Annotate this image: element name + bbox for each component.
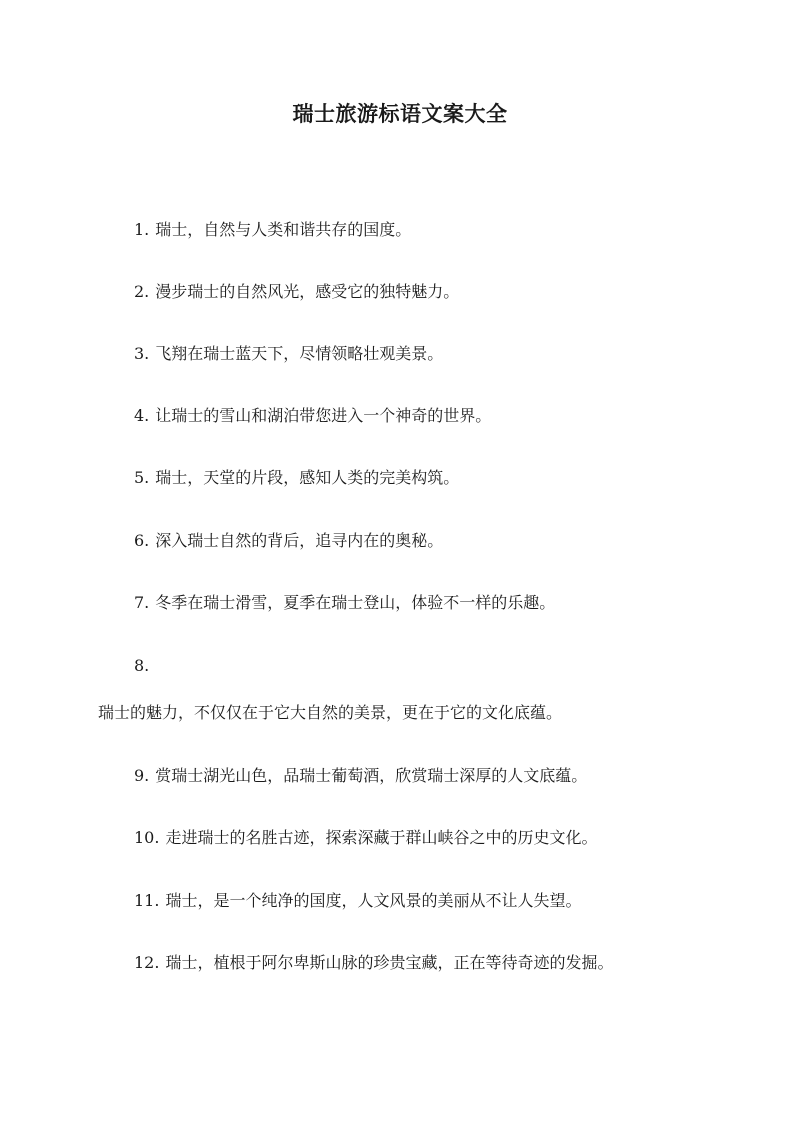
list-item	[134, 654, 155, 678]
list-item-number: 3.	[134, 344, 150, 363]
list-item-number: 6.	[134, 531, 150, 550]
list-item-text: 瑞士，是一个纯净的国度，人文风景的美丽从不让人失望。	[165, 891, 582, 910]
list-item-text: 赏瑞士湖光山色，品瑞士葡萄酒，欣赏瑞士深厚的人文底蕴。	[155, 766, 588, 785]
list-item-text: 瑞士，自然与人类和谐共存的国度。	[155, 220, 412, 239]
list-item-text: 飞翔在瑞士蓝天下，尽情领略壮观美景。	[155, 344, 444, 363]
list-item	[134, 529, 443, 553]
list-item-number: 4.	[134, 406, 150, 425]
list-item	[134, 591, 555, 615]
list-item	[134, 218, 411, 242]
list-item-text: 让瑞士的雪山和湖泊带您进入一个神奇的世界。	[155, 406, 492, 425]
list-item-text: 瑞士，天堂的片段，感知人类的完美构筑。	[155, 468, 460, 487]
list-item	[134, 280, 459, 304]
list-item-text: 瑞士，植根于阿尔卑斯山脉的珍贵宝藏，正在等待奇迹的发掘。	[165, 953, 614, 972]
list-item-number: 11.	[134, 891, 160, 910]
list-item-number: 9.	[134, 766, 150, 785]
list-item	[134, 826, 597, 850]
list-item	[134, 404, 491, 428]
list-item-text: 漫步瑞士的自然风光，感受它的独特魅力。	[155, 282, 460, 301]
list-item-text: 深入瑞士自然的背后，追寻内在的奥秘。	[155, 531, 444, 550]
list-item-number: 5.	[134, 468, 150, 487]
list-item	[134, 764, 587, 788]
list-item-number: 7.	[134, 593, 150, 612]
list-item-continuation	[98, 701, 562, 725]
list-item-number: 2.	[134, 282, 150, 301]
list-item-number: 12.	[134, 953, 160, 972]
list-item-number: 10.	[134, 828, 160, 847]
document-title: 瑞士旅游标语文案大全	[292, 101, 508, 126]
list-item-text: 走进瑞士的名胜古迹，探索深藏于群山峡谷之中的历史文化。	[165, 828, 598, 847]
list-item-number: 8.	[134, 656, 150, 675]
list-item	[134, 951, 613, 975]
list-item-text: 瑞士的魅力，不仅仅在于它大自然的美景，更在于它的文化底蕴。	[98, 703, 563, 722]
list-item	[134, 342, 443, 366]
list-item-text: 冬季在瑞士滑雪，夏季在瑞士登山，体验不一样的乐趣。	[155, 593, 556, 612]
list-item	[134, 889, 581, 913]
list-item	[134, 466, 459, 490]
list-item-number: 1.	[134, 220, 150, 239]
